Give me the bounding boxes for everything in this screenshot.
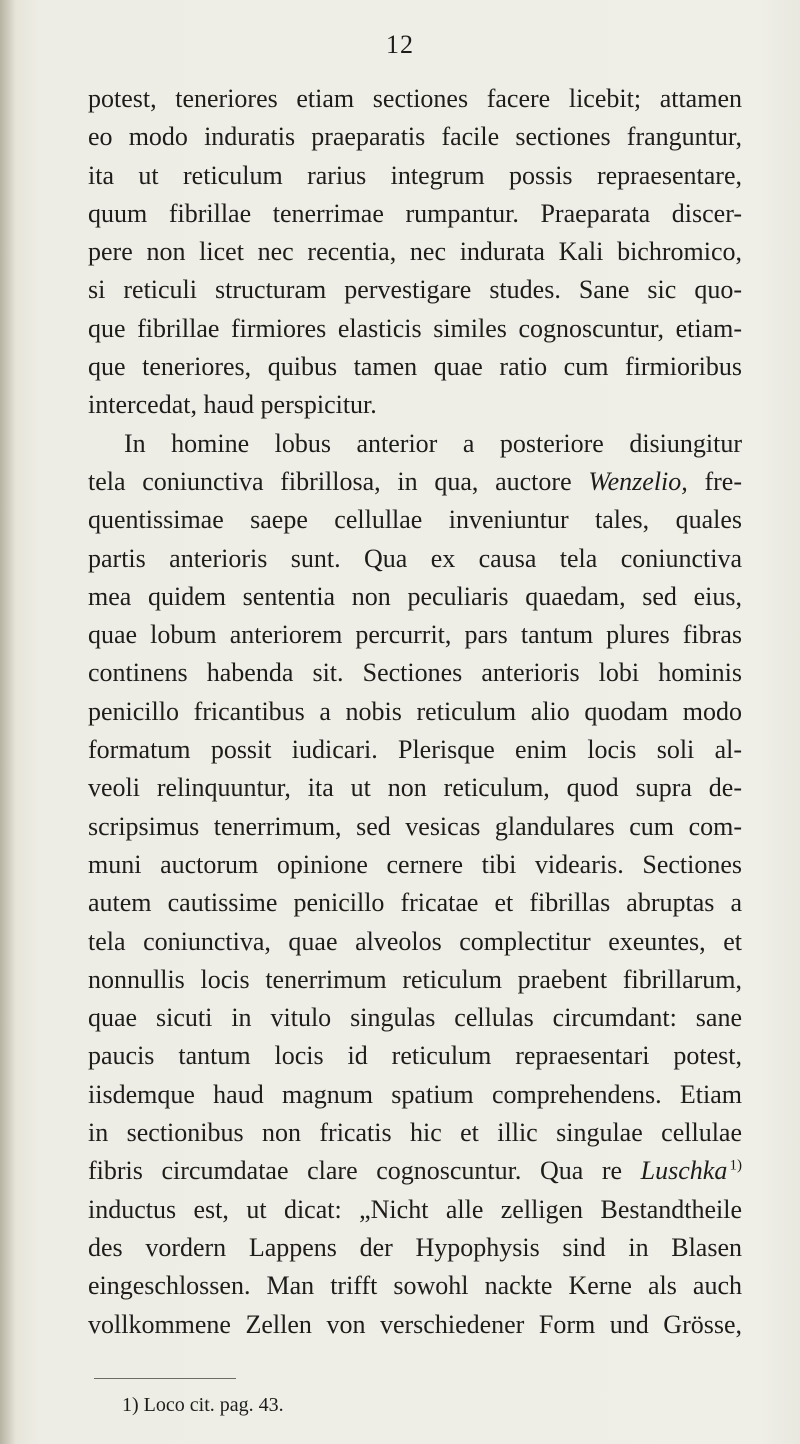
text-line: quae lobum anteriorem percurrit, pars tantum plures fibras bbox=[88, 620, 742, 650]
text-line: paucis tantum locis id reticulum repraesentari potest, bbox=[88, 1041, 742, 1071]
footnote: 1) Loco cit. pag. 43. bbox=[122, 1394, 284, 1416]
text-line: partis anterioris sunt. Qua ex causa tela coniunctiva bbox=[88, 543, 742, 573]
text-line: muni auctorum opinione cernere tibi videaris. Sectiones bbox=[88, 849, 742, 879]
text-line: tela coniunctiva, quae alveolos complectitur exeuntes, et bbox=[88, 926, 742, 956]
text-line: des vordern Lappens der Hypophysis sind in Blasen bbox=[88, 1232, 742, 1262]
text-line: mea quidem sententia non peculiaris quaedam, sed eius, bbox=[88, 581, 742, 611]
text-line: potest, teneriores etiam sectiones facere licebit; attamen bbox=[88, 84, 742, 113]
text-line: veoli relinquuntur, ita ut non reticulum, quod supra de- bbox=[88, 773, 742, 803]
text-line-with-footnote-ref bbox=[88, 1152, 742, 1190]
paragraph-start-line: In homine lobus anterior a posteriore disiungitur bbox=[124, 428, 742, 458]
text-segment: fibris circumdatae clare cognoscuntur. Qua re bbox=[88, 1156, 641, 1186]
author-name-wenzel: Wenzelio, bbox=[588, 466, 688, 496]
footnote-marker: 1) bbox=[729, 1157, 742, 1174]
text-line: nonnullis locis tenerrimum reticulum praebent fibrillarum, bbox=[88, 964, 742, 994]
text-line: que teneriores, quibus tamen quae ratio cum firmioribus bbox=[88, 352, 742, 382]
text-line: eingeschlossen. Man trifft sowohl nackte Kerne als auch bbox=[88, 1271, 742, 1301]
text-line: inductus est, ut dicat: „Nicht alle zelligen Bestandtheile bbox=[88, 1194, 742, 1224]
footnote-divider bbox=[94, 1378, 236, 1379]
text-segment: fre- bbox=[687, 466, 743, 496]
text-line: intercedat, haud perspicitur. bbox=[88, 390, 377, 420]
page-number: 12 bbox=[386, 30, 414, 59]
text-line: formatum possit iudicari. Plerisque enim locis soli al- bbox=[88, 735, 742, 765]
text-line: scripsimus tenerrimum, sed vesicas glandulares cum com- bbox=[88, 811, 742, 841]
text-line: quentissimae saepe cellullae inveniuntur tales, quales bbox=[88, 505, 742, 535]
text-line: in sectionibus non fricatis hic et illic singulae cellulae bbox=[88, 1118, 742, 1148]
text-line: autem cautissime penicillo fricatae et fibrillas abruptas a bbox=[88, 888, 742, 918]
text-line: penicillo fricantibus a nobis reticulum alio quodam modo bbox=[88, 696, 742, 726]
text-line: si reticuli structuram pervestigare studes. Sane sic quo- bbox=[88, 275, 742, 305]
text-line: quum fibrillae tenerrimae rumpantur. Praeparata discer- bbox=[88, 198, 742, 228]
text-line: vollkommene Zellen von verschiedener Form und Grösse, bbox=[88, 1309, 742, 1339]
text-line: pere non licet nec recentia, nec indurata Kali bichromico, bbox=[88, 237, 742, 267]
text-line: iisdemque haud magnum spatium comprehendens. Etiam bbox=[88, 1079, 742, 1109]
text-line: continens habenda sit. Sectiones anterioris lobi hominis bbox=[88, 658, 742, 688]
text-line: ita ut reticulum rarius integrum possis repraesentare, bbox=[88, 160, 742, 190]
text-line: quae sicuti in vitulo singulas cellulas circumdant: sane bbox=[88, 1003, 742, 1033]
author-name-luschka: Luschka bbox=[640, 1156, 728, 1186]
text-line-with-author bbox=[88, 463, 742, 501]
page-edge-shadow bbox=[0, 0, 16, 1444]
text-line: que fibrillae firmiores elasticis similes cognoscuntur, etiam- bbox=[88, 313, 742, 343]
body-text bbox=[88, 80, 742, 1344]
text-line: eo modo induratis praeparatis facile sectiones franguntur, bbox=[88, 122, 742, 152]
text-segment: tela coniunctiva fibrillosa, in qua, auctore bbox=[88, 466, 589, 496]
